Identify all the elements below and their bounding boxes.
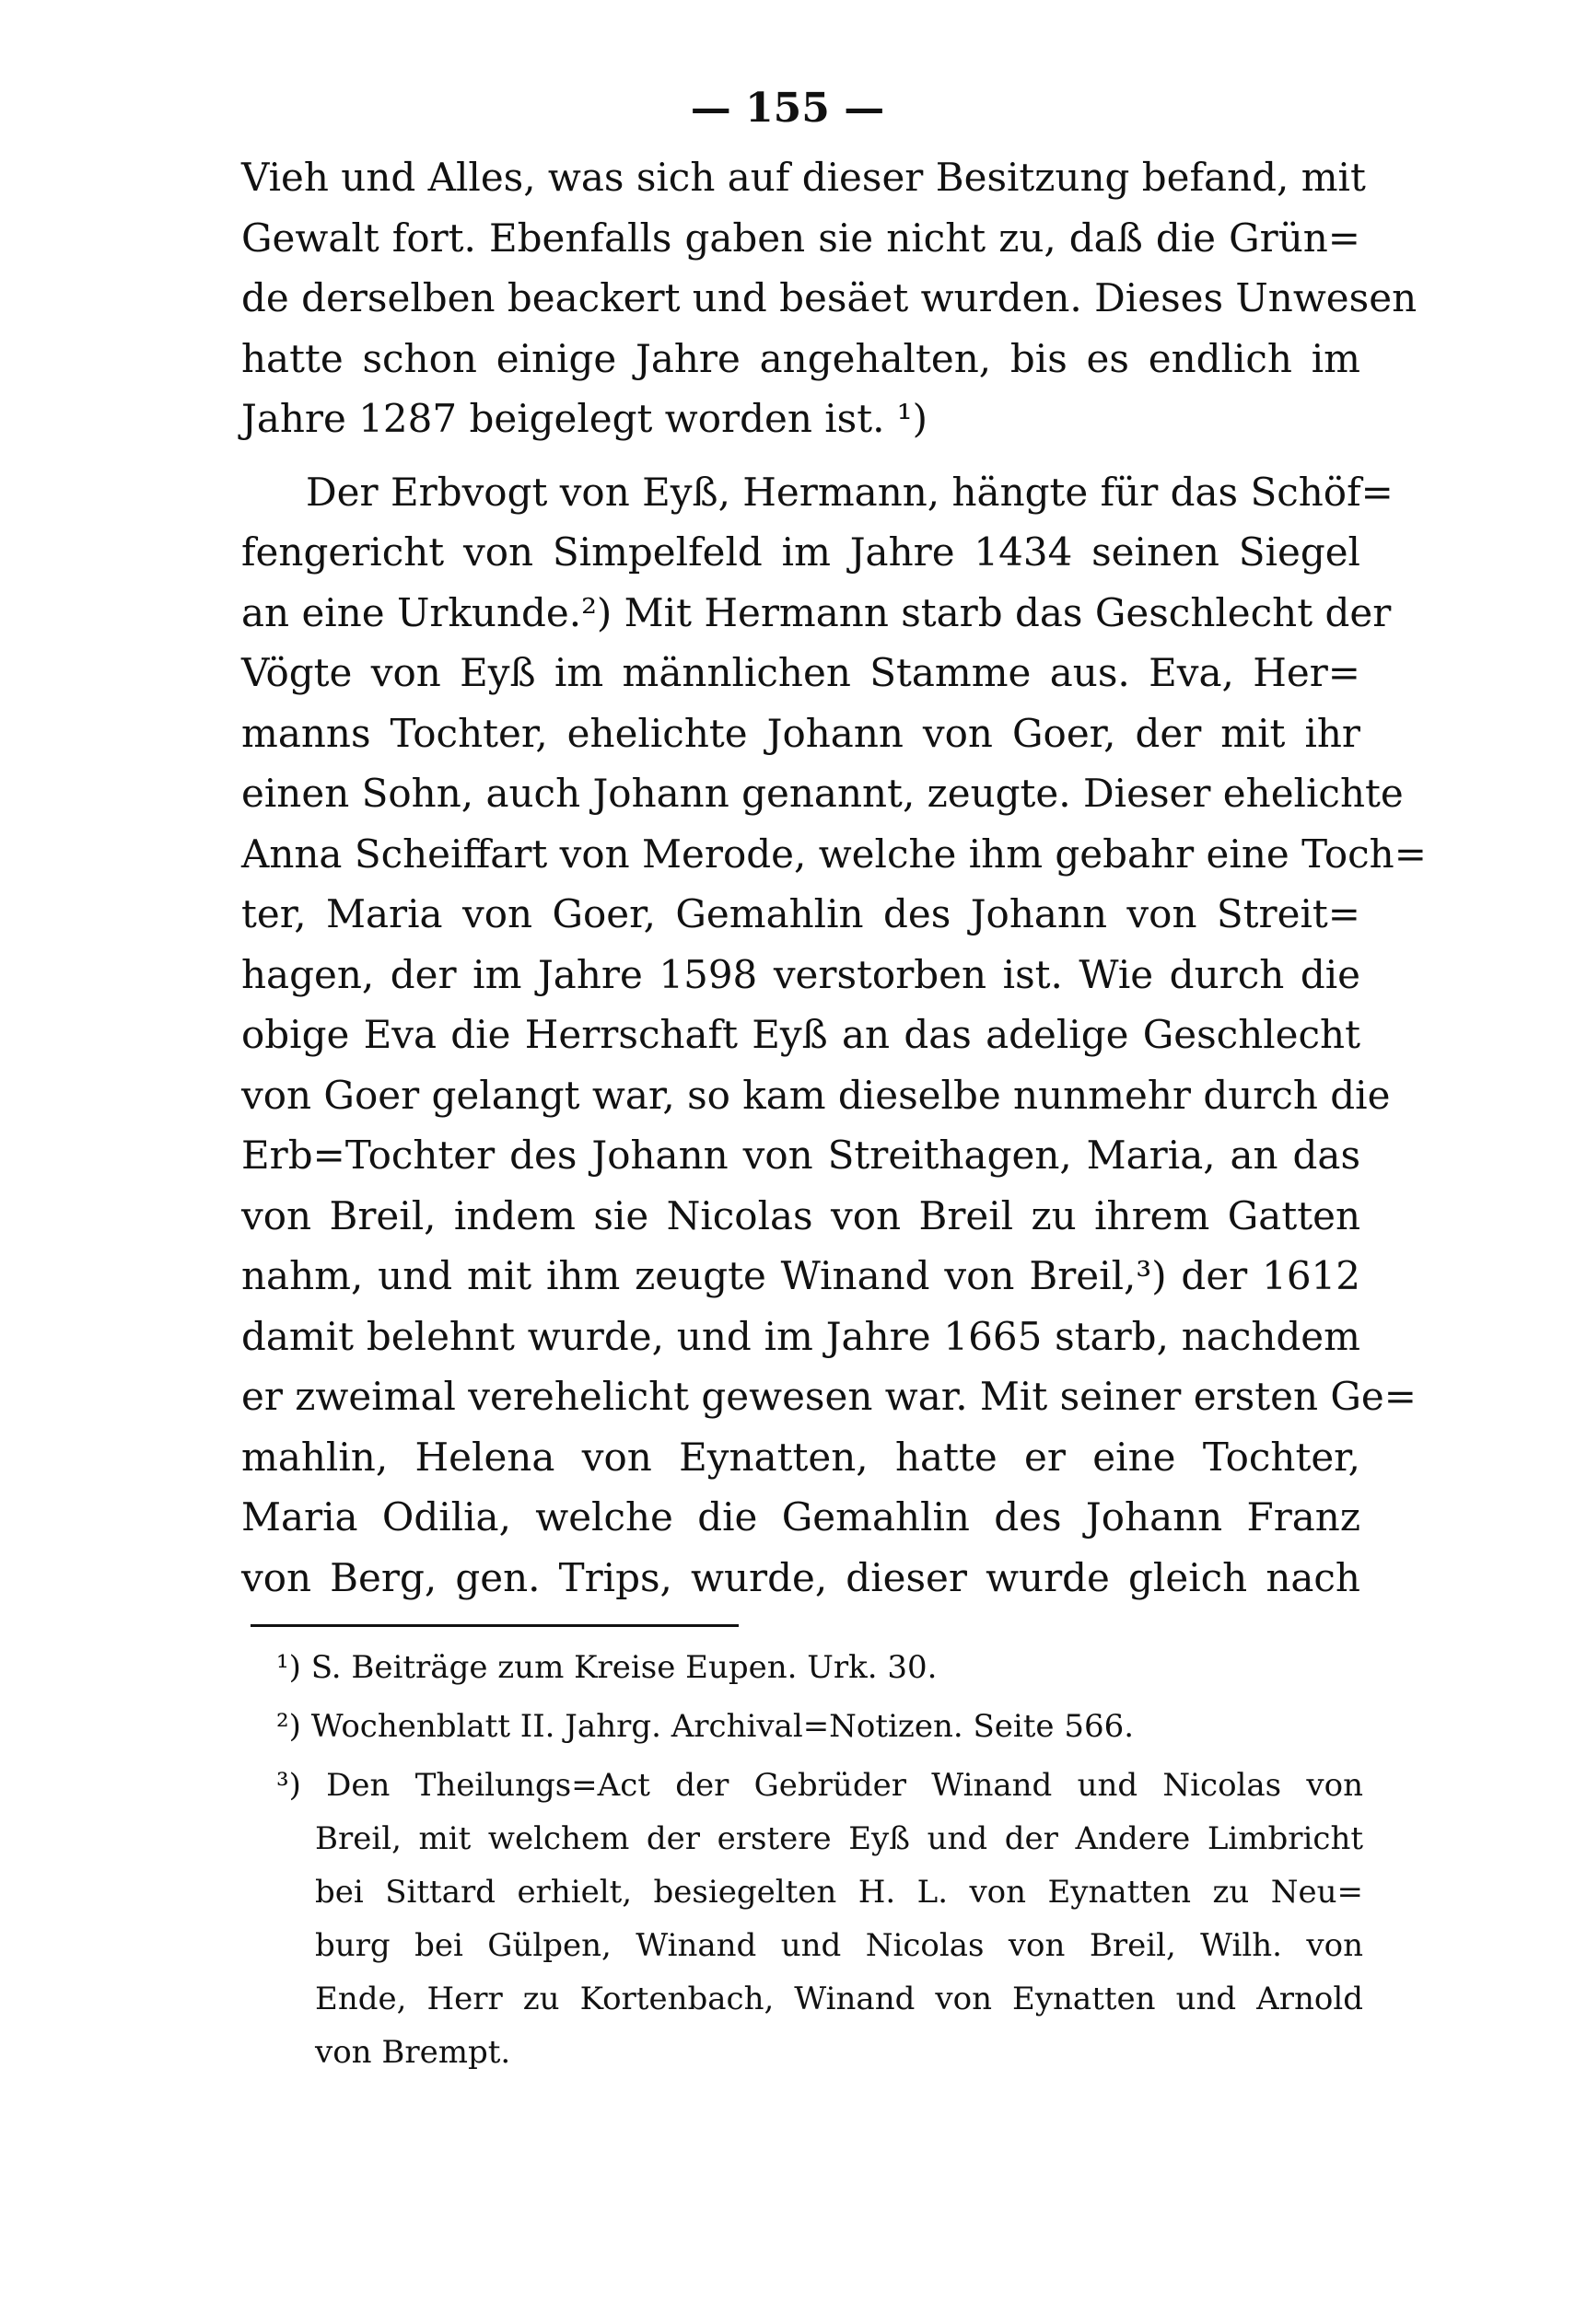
body-text (241, 147, 1427, 1608)
footnote-1: ¹) S. Beiträge zum Kreise Eupen. Urk. 30. (276, 1649, 938, 1686)
text-line: mahlin, Helena von Eynatten, hatte er eine Tochter, (241, 1434, 1360, 1480)
text-line: Vögte von Eyß im männlichen Stamme aus. Eva, Her= (241, 650, 1360, 695)
text-line: von Goer gelangt war, so kam dieselbe nunmehr durch die (241, 1072, 1391, 1118)
footnote-3-line: Ende, Herr zu Kortenbach, Winand von Eynatten und Arnold (315, 1981, 1363, 2017)
text-line: an eine Urkunde.²) Mit Hermann starb das Geschlecht der (241, 589, 1392, 635)
text-line: Jahre 1287 beigelegt worden ist. ¹) (241, 396, 928, 441)
page-number: — 155 — (690, 85, 885, 132)
footnote-divider (251, 1624, 739, 1627)
text-line: von Berg, gen. Trips, wurde, dieser wurde gleich nach (241, 1554, 1360, 1600)
text-line: Vieh und Alles, was sich auf dieser Besitzung befand, mit (241, 155, 1366, 200)
text-line: manns Tochter, ehelichte Johann von Goer, der mit ihr (241, 710, 1360, 756)
footnote-3: ³) Den Theilungs=Act der Gebrüder Winand und Nicolas von (276, 1767, 1363, 1804)
footnote-2: ²) Wochenblatt II. Jahrg. Archival=Notizen. Seite 566. (276, 1708, 1135, 1745)
footnote-3-line: burg bei Gülpen, Winand und Nicolas von Breil, Wilh. von (315, 1927, 1363, 1964)
text-line: damit belehnt wurde, und im Jahre 1665 starb, nachdem (241, 1313, 1360, 1359)
footnotes (276, 1641, 1363, 2079)
footnote-3-line: Breil, mit welchem der erstere Eyß und der Andere Limbricht (315, 1820, 1363, 1857)
text-line: einen Sohn, auch Johann genannt, zeugte. Dieser ehelichte (241, 771, 1404, 816)
text-line: hagen, der im Jahre 1598 verstorben ist. Wie durch die (241, 951, 1360, 997)
footnote-3-line: bei Sittard erhielt, besiegelten H. L. von Eynatten zu Neu= (315, 1874, 1363, 1911)
text-line: fengericht von Simpelfeld im Jahre 1434 seinen Siegel (241, 529, 1360, 575)
text-line: hatte schon einige Jahre angehalten, bis es endlich im (241, 335, 1360, 381)
text-line: Der Erbvogt von Eyß, Hermann, hängte für das Schöf= (306, 469, 1394, 515)
text-line: ter, Maria von Goer, Gemahlin des Johann von Streit= (241, 891, 1360, 936)
text-line: Gewalt fort. Ebenfalls gaben sie nicht zu, daß die Grün= (241, 215, 1360, 261)
text-line: Anna Scheiffart von Merode, welche ihm gebahr eine Toch= (241, 831, 1427, 877)
text-line: obige Eva die Herrschaft Eyß an das adelige Geschlecht (241, 1012, 1360, 1057)
footnote-3-line: von Brempt. (315, 2034, 511, 2071)
text-line: von Breil, indem sie Nicolas von Breil zu ihrem Gatten (241, 1192, 1360, 1238)
text-line: er zweimal verehelicht gewesen war. Mit seiner ersten Ge= (241, 1374, 1417, 1419)
text-line: Maria Odilia, welche die Gemahlin des Johann Franz (241, 1494, 1360, 1540)
text-line: nahm, und mit ihm zeugte Winand von Breil,³) der 1612 (241, 1253, 1360, 1298)
text-line: de derselben beackert und besäet wurden. Dieses Unwesen (241, 275, 1418, 320)
text-line: Erb=Tochter des Johann von Streithagen, Maria, an das (241, 1133, 1360, 1178)
